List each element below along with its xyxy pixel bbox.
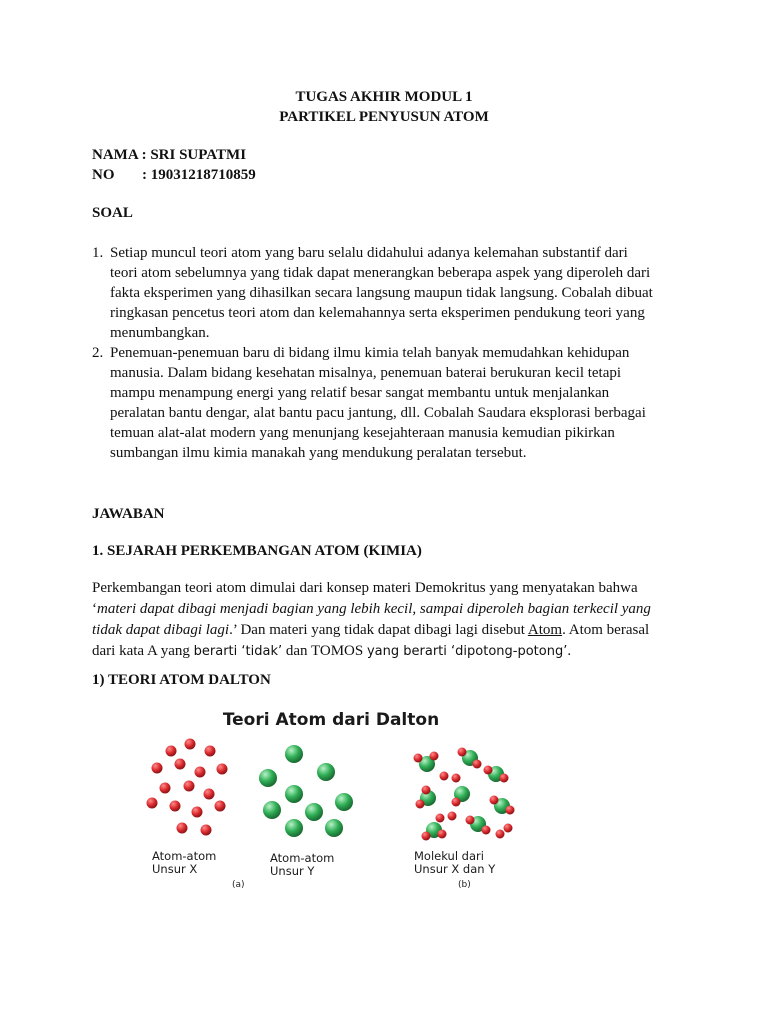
subsection-heading-dalton: 1) TEORI ATOM DALTON [92, 672, 271, 688]
paragraph-text: yang berarti ‘dipotong-potong’ [366, 644, 568, 659]
intro-paragraph [92, 578, 682, 662]
atom-x [192, 807, 203, 818]
dalton-figure [144, 706, 518, 896]
atom-y [305, 803, 323, 821]
atom-x [152, 763, 163, 774]
question-line: temuan alat-alat modern yang menunjang kesejahteraan manusia kemudian pikirkan [110, 425, 615, 441]
paragraph-line [92, 620, 682, 641]
molecule [436, 812, 457, 823]
question-number: 2. [92, 345, 104, 361]
label-element-y [270, 852, 334, 878]
element-x-atoms [147, 739, 228, 836]
label-line: Atom-atom [270, 851, 335, 865]
paragraph-text: .’ Dan materi yang tidak dapat dibagi lagi disebut [229, 622, 528, 638]
no-value: : 19031218710859 [142, 167, 256, 183]
paragraph-text: . [567, 643, 572, 659]
atom-x [147, 798, 158, 809]
element-y-atoms [259, 745, 353, 837]
atom-y [285, 745, 303, 763]
molecule [458, 748, 482, 769]
name-label: NAMA [92, 147, 138, 163]
atom-link[interactable]: Atom [527, 622, 563, 638]
question-line: fakta eksperimen yang dihasilkan secara langsung maupun tidak langsung. Cobalah dibuat [110, 285, 653, 301]
question-line: menumbangkan. [110, 325, 210, 341]
molecule [416, 786, 437, 809]
molecule [466, 816, 491, 835]
figure-title: Teori Atom dari Dalton [222, 710, 440, 730]
atom-x [166, 746, 177, 757]
label-element-x [152, 850, 216, 876]
no-label: NO [92, 167, 115, 183]
molecule [440, 772, 461, 783]
section-heading-1: 1. SEJARAH PERKEMBANGAN ATOM (KIMIA) [92, 543, 422, 559]
atom-x [170, 801, 181, 812]
no-row [92, 167, 256, 184]
molecule [496, 824, 513, 839]
name-value: : SRI SUPATMI [141, 147, 247, 163]
atom-x [217, 764, 228, 775]
molecules-xy [414, 748, 515, 841]
question-number: 1. [92, 245, 104, 261]
question-item [92, 243, 692, 343]
paragraph-line [92, 599, 682, 620]
label-line: Molekul dari [414, 849, 484, 863]
label-line: Unsur X [152, 862, 198, 876]
label-line: Unsur Y [270, 864, 315, 878]
italic-quote: materi dapat dibagi menjadi bagian yang lebih kecil, sampai diperoleh bagian terkecil yang [97, 601, 651, 617]
question-line: teori atom sebelumnya yang tidak dapat menerangkan beberapa aspek yang diperoleh dari [110, 265, 651, 281]
molecule [452, 786, 471, 807]
atom-x [215, 801, 226, 812]
label-molecule-xy [414, 850, 495, 876]
paragraph-text: dari kata A yang [92, 643, 194, 659]
paragraph-text: . Atom berasal [562, 622, 650, 638]
atom-x [204, 789, 215, 800]
atom-y [285, 819, 303, 837]
question-line: peralatan bantu dengar, alat bantu pacu jantung, dll. Cobalah Saudara eksplorasi berbagai [110, 405, 646, 421]
molecule [490, 796, 515, 815]
atom-x [160, 783, 171, 794]
atom-x [185, 739, 196, 750]
atom-y [259, 769, 277, 787]
atom-y [317, 763, 335, 781]
name-row [92, 147, 246, 164]
question-line: manusia. Dalam bidang kesehatan misalnya, penemuan baterai berukuran kecil tetapi [110, 365, 622, 381]
soal-heading: SOAL [92, 205, 133, 221]
atom-x [175, 759, 186, 770]
paragraph-text: dan TOMOS [282, 643, 367, 659]
jawaban-heading: JAWABAN [92, 506, 165, 522]
atom-y [335, 793, 353, 811]
atom-x [195, 767, 206, 778]
molecule [484, 766, 509, 783]
paragraph-line [92, 641, 682, 662]
atom-y [325, 819, 343, 837]
tag-b: (b) [458, 880, 471, 890]
question-line: Penemuan-penemuan baru di bidang ilmu kimia telah banyak memudahkan kehidupan [110, 345, 630, 361]
atom-x [201, 825, 212, 836]
tag-a: (a) [232, 880, 245, 890]
question-line: mampu menampung energi yang relatif besar sangat membantu untuk menjalankan [110, 385, 610, 401]
question-list [92, 243, 692, 463]
molecule [414, 752, 439, 773]
question-item [92, 343, 692, 463]
title-line-2: PARTIKEL PENYUSUN ATOM [279, 109, 489, 125]
molecule [422, 822, 447, 841]
label-line: Unsur X dan Y [414, 862, 496, 876]
atom-x [205, 746, 216, 757]
paragraph-line: Perkembangan teori atom dimulai dari konsep materi Demokritus yang menyatakan bahwa [92, 580, 638, 596]
quote-mark: ‘ [92, 601, 97, 617]
question-line: ringkasan pencetus teori atom dan kelemahannya serta eksperimen pendukung teori yang [110, 305, 645, 321]
paragraph-text: berarti ‘tidak’ [193, 644, 283, 659]
atom-x [184, 781, 195, 792]
title-line-1: TUGAS AKHIR MODUL 1 [295, 89, 473, 105]
atom-y [263, 801, 281, 819]
italic-quote: tidak dapat dibagi lagi [92, 622, 230, 638]
label-line: Atom-atom [152, 849, 217, 863]
question-line: Setiap muncul teori atom yang baru selalu didahului adanya kelemahan substantif dari [110, 245, 628, 261]
question-line: sumbangan ilmu kimia manakah yang mendukung peralatan tersebut. [110, 445, 527, 461]
atom-x [177, 823, 188, 834]
atom-y [285, 785, 303, 803]
